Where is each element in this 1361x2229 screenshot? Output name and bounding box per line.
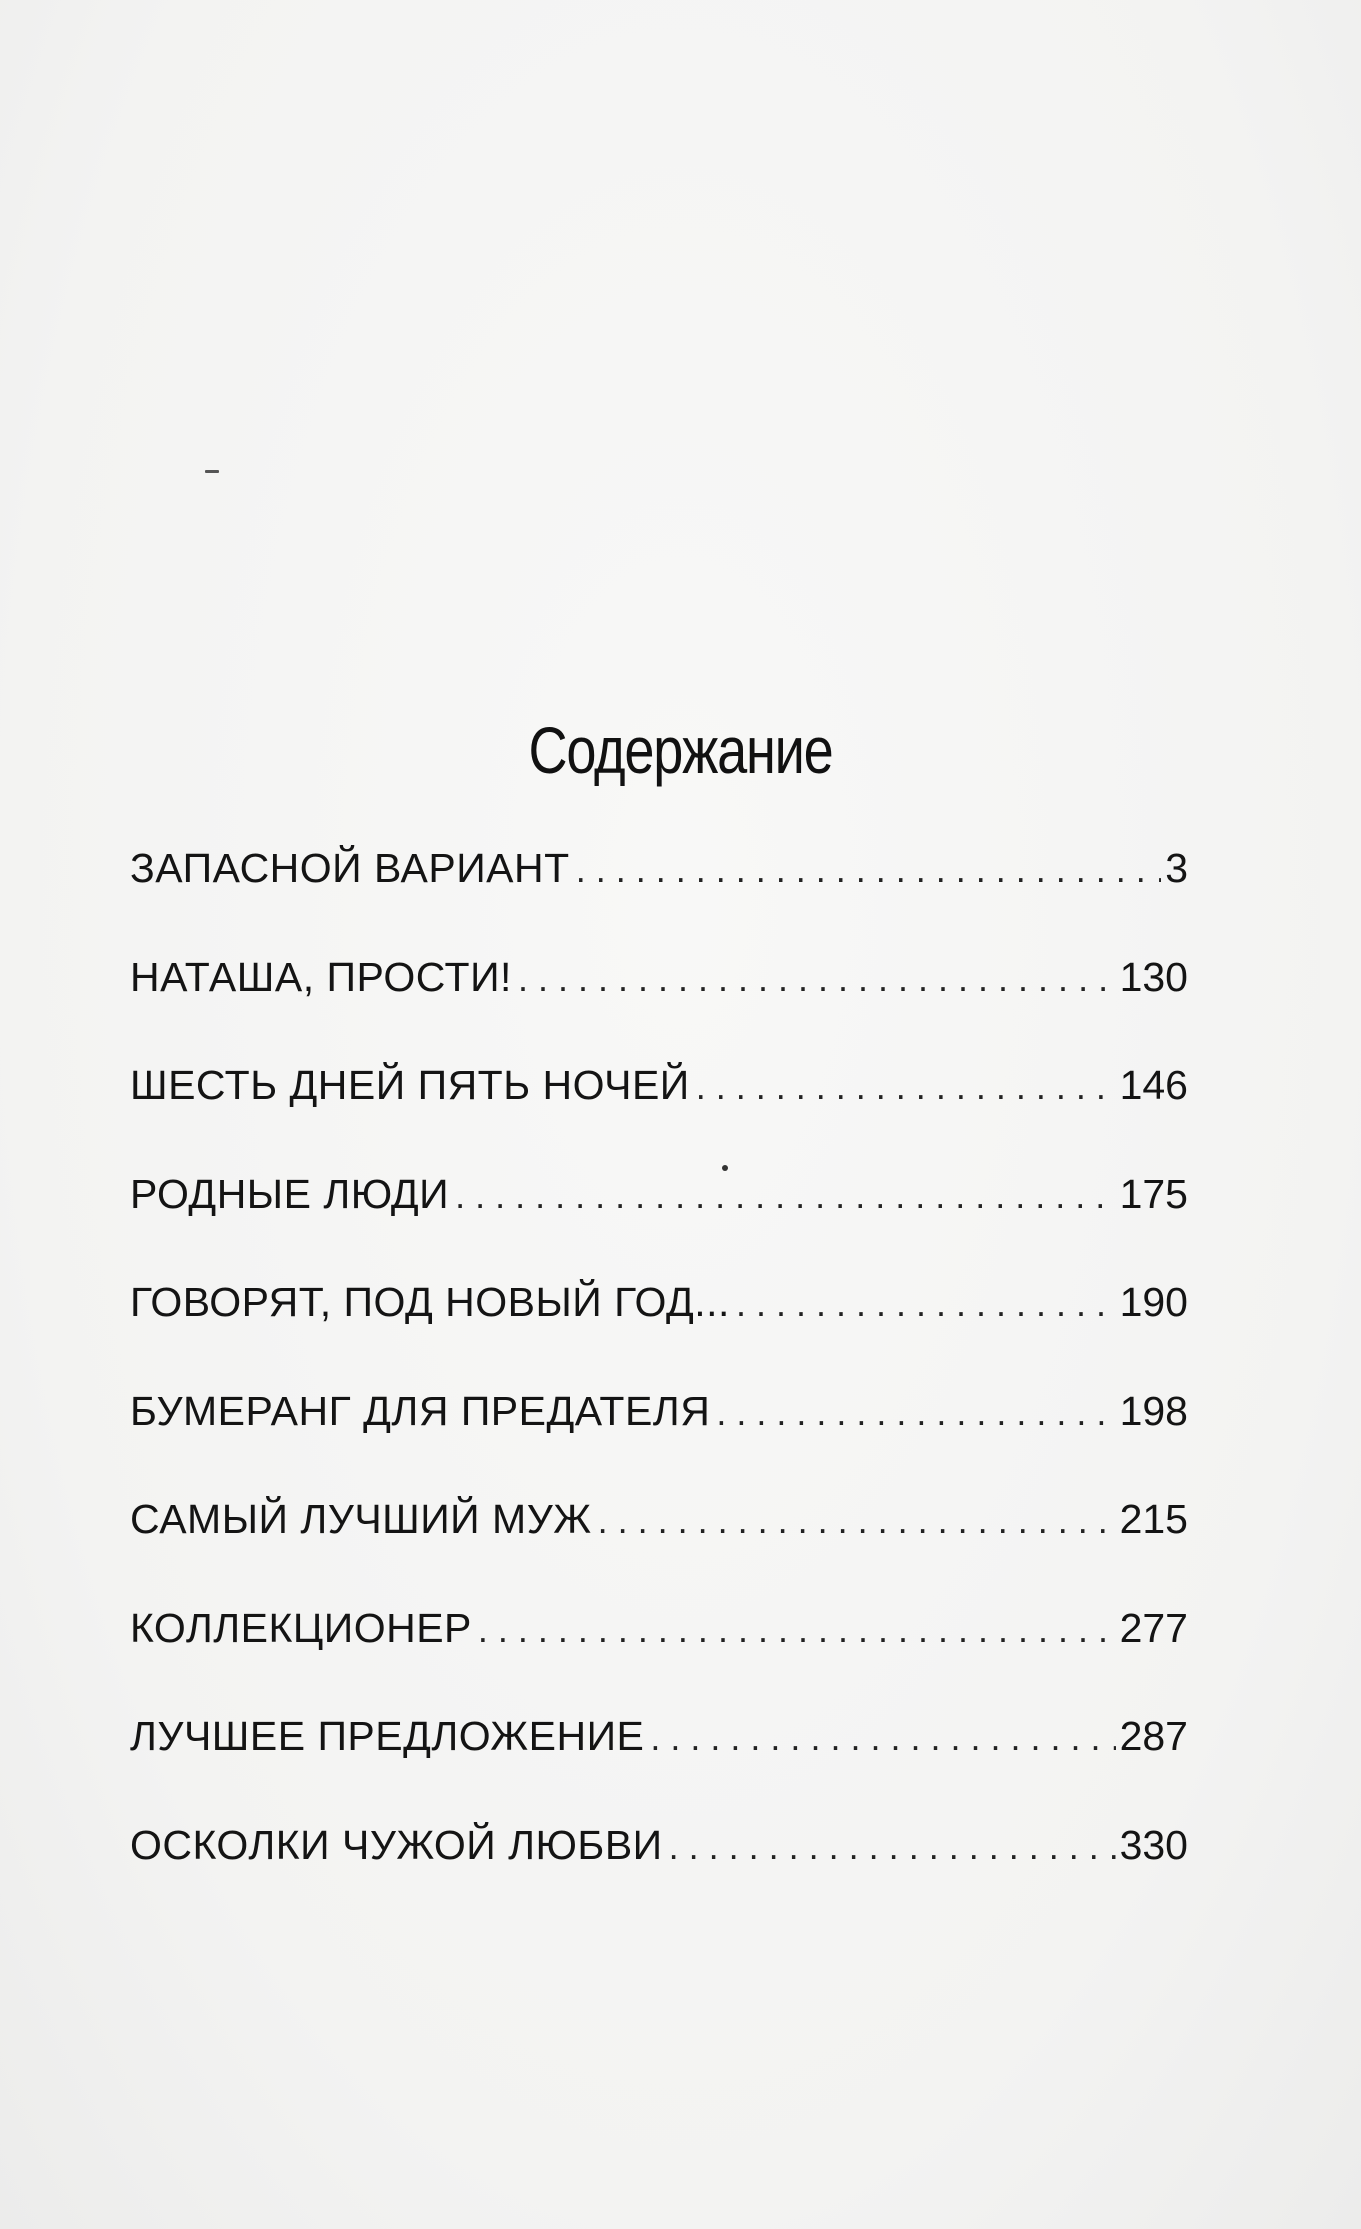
toc-entry-title: ШЕСТЬ ДНЕЙ ПЯТЬ НОЧЕЙ bbox=[130, 1062, 690, 1108]
dot-leader bbox=[690, 1066, 1116, 1108]
toc-entry[interactable] bbox=[130, 1605, 1188, 1714]
toc-entry-page: 330 bbox=[1119, 1821, 1188, 1868]
toc-entry[interactable] bbox=[130, 1496, 1188, 1605]
toc-entry-title: ЗАПАСНОЙ ВАРИАНТ bbox=[130, 845, 570, 891]
toc-entry-page: 277 bbox=[1119, 1604, 1188, 1651]
dot-leader bbox=[644, 1717, 1115, 1759]
toc-entry-page: 175 bbox=[1119, 1170, 1188, 1217]
dot-leader bbox=[592, 1500, 1116, 1542]
toc-entry[interactable] bbox=[130, 1713, 1188, 1822]
toc-entry-page: 146 bbox=[1119, 1062, 1188, 1108]
toc-entry[interactable] bbox=[130, 1822, 1188, 1931]
toc-entry-page: 3 bbox=[1165, 845, 1188, 891]
dot-leader bbox=[730, 1283, 1116, 1325]
toc-entry[interactable] bbox=[130, 1171, 1188, 1280]
toc-entry[interactable] bbox=[130, 954, 1188, 1063]
contents-heading: Содержание bbox=[528, 713, 833, 787]
dot-leader bbox=[472, 1609, 1116, 1651]
table-of-contents bbox=[130, 845, 1188, 1930]
toc-entry-page: 287 bbox=[1119, 1713, 1188, 1759]
dot-leader bbox=[710, 1392, 1115, 1434]
print-mark bbox=[205, 470, 219, 473]
toc-entry-title: САМЫЙ ЛУЧШИЙ МУЖ bbox=[130, 1496, 592, 1542]
toc-entry[interactable] bbox=[130, 845, 1188, 954]
toc-entry-title: РОДНЫЕ ЛЮДИ bbox=[130, 1170, 450, 1217]
dot-leader bbox=[449, 1175, 1115, 1217]
toc-entry-page: 215 bbox=[1119, 1496, 1188, 1542]
toc-entry-page: 130 bbox=[1119, 953, 1188, 1000]
toc-entry-title: НАТАША, ПРОСТИ! bbox=[130, 953, 512, 1000]
toc-entry[interactable] bbox=[130, 1388, 1188, 1497]
toc-entry-page: 198 bbox=[1119, 1387, 1188, 1434]
toc-entry-title: КОЛЛЕКЦИОНЕР bbox=[130, 1604, 472, 1651]
toc-entry-title: ОСКОЛКИ ЧУЖОЙ ЛЮБВИ bbox=[130, 1821, 663, 1868]
toc-entry-page: 190 bbox=[1119, 1279, 1188, 1325]
toc-entry-title: ГОВОРЯТ, ПОД НОВЫЙ ГОД... bbox=[130, 1279, 730, 1325]
toc-entry-title: БУМЕРАНГ ДЛЯ ПРЕДАТЕЛЯ bbox=[130, 1387, 711, 1434]
dot-leader bbox=[663, 1826, 1116, 1868]
toc-entry[interactable] bbox=[130, 1062, 1188, 1171]
toc-entry[interactable] bbox=[130, 1279, 1188, 1388]
toc-entry-title: ЛУЧШЕЕ ПРЕДЛОЖЕНИЕ bbox=[130, 1713, 645, 1759]
dot-leader bbox=[512, 958, 1116, 1000]
dot-leader bbox=[570, 849, 1162, 891]
